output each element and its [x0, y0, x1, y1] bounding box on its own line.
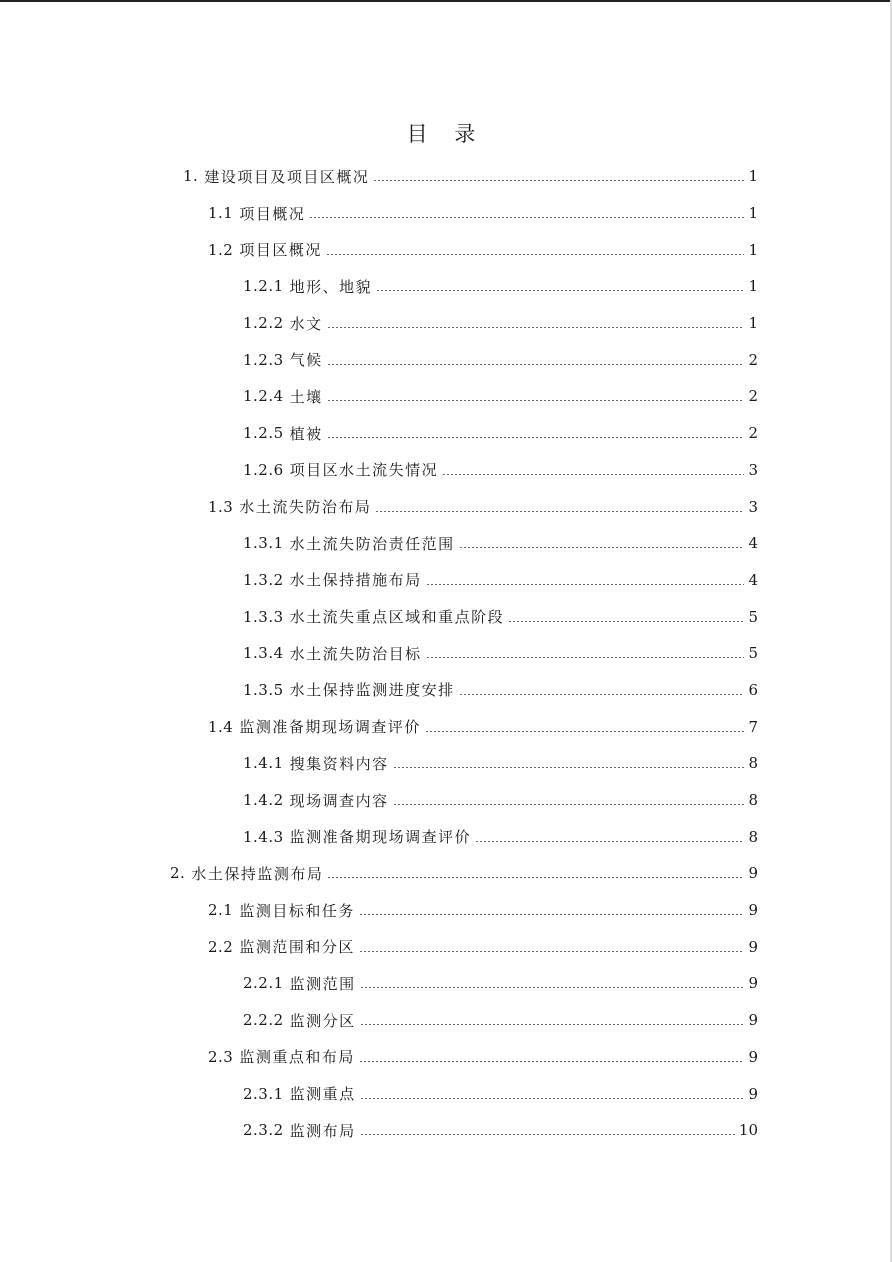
toc-entry-number: 1.3.3	[243, 607, 284, 626]
dot-leader	[375, 511, 744, 512]
toc-entry-label: 建设项目及项目区概况	[204, 167, 370, 186]
toc-entry-page-number: 9	[748, 1084, 758, 1103]
page-top-border	[0, 0, 892, 2]
toc-entry-page-number: 6	[748, 680, 758, 699]
toc-entry-page-number: 10	[738, 1121, 758, 1140]
toc-entry-number: 2.3	[208, 1047, 234, 1066]
toc-entry-label: 现场调查内容	[289, 791, 389, 810]
toc-entry[interactable]	[0, 195, 758, 232]
dot-leader	[426, 584, 745, 585]
toc-entry-page-number: 9	[748, 901, 758, 920]
toc-entry[interactable]	[0, 231, 758, 268]
dot-leader	[442, 474, 744, 475]
toc-entry[interactable]	[0, 708, 758, 745]
toc-entry[interactable]	[0, 782, 758, 819]
toc-entry-number: 1.2.4	[243, 387, 284, 406]
toc-entry-number: 1.4	[208, 717, 234, 736]
toc-entry-number: 2.	[170, 864, 186, 883]
toc-entry[interactable]	[0, 1039, 758, 1076]
toc-entry-label: 项目区水土流失情况	[289, 461, 439, 480]
toc-entry-label: 水土保持措施布局	[289, 571, 422, 590]
toc-entry[interactable]	[0, 378, 758, 415]
toc-entry-number: 2.3.1	[243, 1084, 284, 1103]
toc-entry-label: 植被	[289, 424, 323, 443]
toc-entry-number: 1.3.5	[243, 680, 284, 699]
toc-entry-label: 水土流失防治责任范围	[289, 534, 455, 553]
toc-entry[interactable]	[0, 672, 758, 709]
toc-entry-label: 水土保持监测进度安排	[289, 681, 455, 700]
dot-leader	[376, 290, 744, 291]
toc-entry[interactable]	[0, 965, 758, 1002]
toc-entry-number: 1.2.2	[243, 314, 284, 333]
toc-entry-number: 1.3.1	[243, 534, 284, 553]
toc-entry-number: 1.2	[208, 240, 234, 259]
toc-entry-label: 水土流失重点区域和重点阶段	[289, 608, 505, 627]
dot-leader	[360, 1024, 745, 1025]
toc-entry[interactable]	[0, 892, 758, 929]
toc-entry-label: 监测重点和布局	[239, 1048, 355, 1067]
dot-leader	[327, 327, 745, 328]
toc-entry-page-number: 2	[748, 424, 758, 443]
toc-entry-page-number: 2	[748, 350, 758, 369]
toc-entry-number: 1.3.2	[243, 570, 284, 589]
dot-leader	[459, 694, 745, 695]
toc-entry-number: 1.4.3	[243, 827, 284, 846]
toc-entry-page-number: 9	[748, 1047, 758, 1066]
dot-leader	[326, 254, 745, 255]
table-of-contents	[0, 158, 892, 1149]
toc-entry-label: 水文	[289, 314, 323, 333]
dot-leader	[393, 767, 745, 768]
toc-entry-number: 1.2.1	[243, 277, 284, 296]
toc-entry-label: 监测重点	[289, 1085, 356, 1104]
toc-entry[interactable]	[0, 415, 758, 452]
dot-leader	[393, 804, 745, 805]
dot-leader	[309, 217, 744, 218]
toc-entry-page-number: 7	[748, 717, 758, 736]
dot-leader	[327, 437, 745, 438]
toc-entry-number: 1.	[183, 167, 199, 186]
dot-leader	[425, 731, 745, 732]
toc-entry-label: 监测分区	[289, 1011, 356, 1030]
toc-entry-page-number: 9	[748, 974, 758, 993]
toc-entry-number: 1.1	[208, 204, 234, 223]
toc-entry[interactable]	[0, 745, 758, 782]
dot-leader	[360, 1134, 735, 1135]
toc-entry-label: 土壤	[289, 387, 323, 406]
dot-leader	[426, 657, 745, 658]
toc-entry-page-number: 4	[748, 570, 758, 589]
toc-entry-label: 搜集资料内容	[289, 754, 389, 773]
toc-entry[interactable]	[0, 268, 758, 305]
toc-entry-page-number: 2	[748, 387, 758, 406]
toc-entry-number: 1.3.4	[243, 644, 284, 663]
toc-entry[interactable]	[0, 855, 758, 892]
dot-leader	[359, 1061, 745, 1062]
toc-entry[interactable]	[0, 1002, 758, 1039]
toc-entry[interactable]	[0, 928, 758, 965]
toc-entry-label: 监测范围和分区	[239, 938, 355, 957]
toc-entry-number: 1.4.2	[243, 791, 284, 810]
toc-entry[interactable]	[0, 562, 758, 599]
toc-entry[interactable]	[0, 818, 758, 855]
toc-entry-page-number: 1	[748, 314, 758, 333]
toc-entry-page-number: 9	[748, 1011, 758, 1030]
dot-leader	[508, 621, 744, 622]
toc-entry-label: 水土流失防治布局	[239, 498, 372, 517]
toc-entry-label: 水土流失防治目标	[289, 644, 422, 663]
toc-entry-page-number: 9	[748, 937, 758, 956]
dot-leader	[359, 951, 745, 952]
toc-entry-page-number: 4	[748, 534, 758, 553]
toc-entry[interactable]	[0, 1075, 758, 1112]
toc-entry-page-number: 8	[748, 827, 758, 846]
toc-entry-page-number: 1	[748, 167, 758, 186]
toc-entry-page-number: 1	[748, 240, 758, 259]
toc-entry-label: 水土保持监测布局	[191, 864, 324, 883]
dot-leader	[327, 364, 745, 365]
toc-entry[interactable]	[0, 598, 758, 635]
toc-entry-number: 2.3.2	[243, 1121, 284, 1140]
dot-leader	[360, 987, 745, 988]
toc-entry-number: 1.3	[208, 497, 234, 516]
toc-entry-number: 2.2.1	[243, 974, 284, 993]
toc-entry-number: 1.2.3	[243, 350, 284, 369]
toc-entry[interactable]	[0, 1112, 758, 1149]
toc-entry-label: 监测布局	[289, 1121, 356, 1140]
toc-entry-label: 监测准备期现场调查评价	[289, 828, 472, 847]
toc-entry-label: 监测准备期现场调查评价	[239, 718, 421, 737]
toc-entry-label: 监测范围	[289, 974, 356, 993]
toc-entry-label: 监测目标和任务	[239, 901, 355, 920]
toc-entry-number: 2.1	[208, 901, 234, 920]
toc-entry-page-number: 5	[748, 607, 758, 626]
toc-entry-page-number: 5	[748, 644, 758, 663]
toc-entry-page-number: 1	[748, 204, 758, 223]
dot-leader	[327, 400, 745, 401]
toc-entry-number: 2.2	[208, 937, 234, 956]
toc-entry-number: 1.2.6	[243, 460, 284, 479]
toc-entry-page-number: 3	[748, 497, 758, 516]
toc-entry[interactable]	[0, 341, 758, 378]
toc-entry[interactable]	[0, 305, 758, 342]
toc-entry-label: 项目概况	[239, 204, 306, 223]
toc-entry[interactable]	[0, 488, 758, 525]
toc-entry-page-number: 8	[748, 754, 758, 773]
toc-entry-number: 2.2.2	[243, 1011, 284, 1030]
toc-entry-label: 地形、地貌	[289, 277, 373, 296]
dot-leader	[360, 1098, 745, 1099]
toc-entry[interactable]	[0, 525, 758, 562]
toc-entry-page-number: 9	[748, 864, 758, 883]
dot-leader	[359, 914, 745, 915]
dot-leader	[475, 841, 744, 842]
toc-entry-number: 1.2.5	[243, 424, 284, 443]
toc-entry-page-number: 3	[748, 460, 758, 479]
toc-entry[interactable]	[0, 452, 758, 489]
toc-entry-label: 气候	[289, 351, 323, 370]
toc-entry-page-number: 8	[748, 791, 758, 810]
toc-entry-page-number: 1	[748, 277, 758, 296]
dot-leader	[373, 180, 744, 181]
toc-title: 目 录	[406, 122, 486, 146]
toc-entry-number: 1.4.1	[243, 754, 284, 773]
toc-entry[interactable]	[0, 635, 758, 672]
toc-entry-label: 项目区概况	[239, 241, 322, 260]
dot-leader	[327, 877, 744, 878]
dot-leader	[459, 547, 745, 548]
toc-entry[interactable]	[0, 158, 758, 195]
